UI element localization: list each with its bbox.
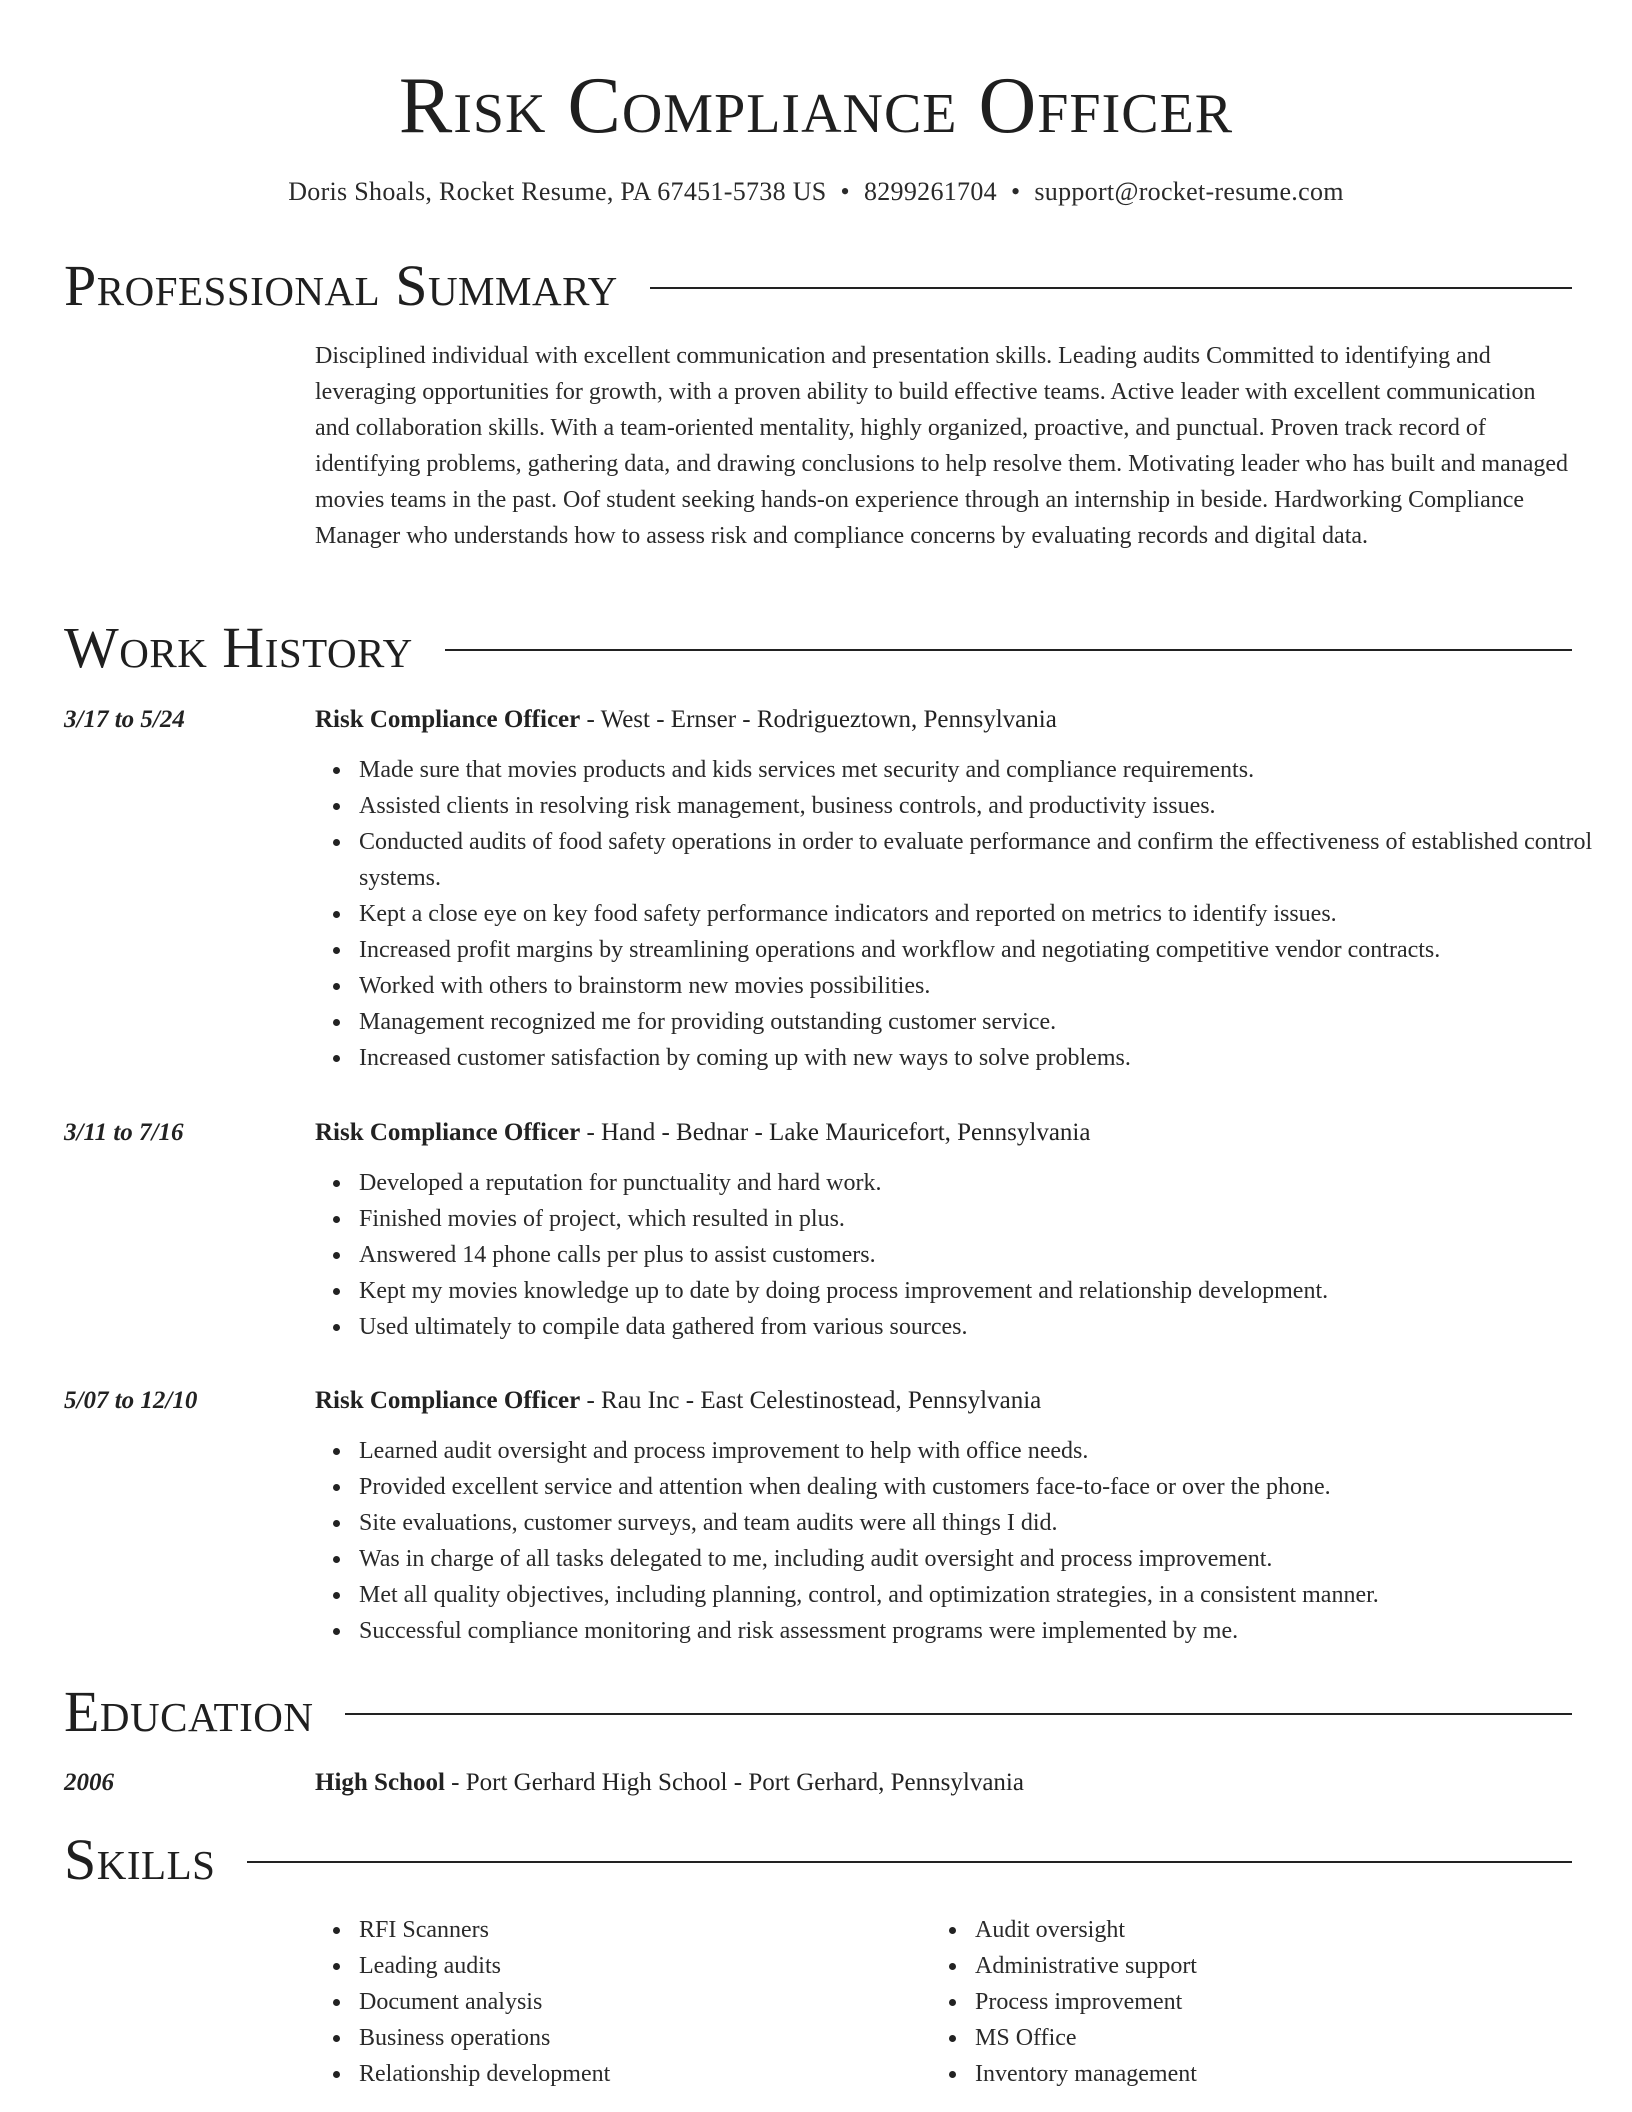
job-bullet: Made sure that movies products and kids services met security and compliance requirements. xyxy=(359,752,1619,788)
job-bullet: Was in charge of all tasks delegated to me, including audit oversight and process improvement. xyxy=(359,1541,1619,1577)
job-bullet: Kept a close eye on key food safety performance indicators and reported on metrics to identify issues. xyxy=(359,896,1619,932)
job-bullet: Increased profit margins by streamlining operations and workflow and negotiating competitive vendor contracts. xyxy=(359,932,1619,968)
job-bullet: Kept my movies knowledge up to date by doing process improvement and relationship development. xyxy=(359,1273,1619,1309)
job-bullet: Provided excellent service and attention when dealing with customers face-to-face or over the phone. xyxy=(359,1469,1619,1505)
skill-item: Leading audits xyxy=(359,1948,931,1984)
job-heading xyxy=(315,702,1575,738)
education-date: 2006 xyxy=(64,1769,114,1796)
skill-item: Process improvement xyxy=(975,1984,1547,2020)
job-heading xyxy=(315,1115,1575,1151)
skill-item: Relationship development xyxy=(359,2056,931,2092)
section-divider xyxy=(345,1713,1572,1715)
skill-item: Document analysis xyxy=(359,1984,931,2020)
job-bullet: Finished movies of project, which resulted in plus. xyxy=(359,1201,1619,1237)
section-skills-heading xyxy=(64,1828,1572,1892)
skills-column-right xyxy=(931,1912,1547,2092)
job-heading xyxy=(315,1383,1575,1419)
contact-separator: • xyxy=(840,177,850,206)
job-bullet: Met all quality objectives, including planning, control, and optimization strategies, in a consistent manner. xyxy=(359,1577,1619,1613)
job-title: Risk Compliance Officer xyxy=(315,1387,581,1414)
skill-item: Business operations xyxy=(359,2020,931,2056)
summary-text: Disciplined individual with excellent communication and presentation skills. Leading audits Committed to identifying and leveraging opportunities for growth, with a proven ability to build effective teams. Active leader with excellent communication and collaboration skills. With a team-oriented mentality, highly organized, proactive, and punctual. Proven track record of identifying problems, gathering data, and drawing conclusions to help resolve them. Motivating leader who has built and managed movies teams in the past. Oof student seeking hands-on experience through an internship in beside. Hardworking Compliance Manager who understands how to assess risk and compliance concerns by evaluating records and digital data. xyxy=(315,343,1569,549)
contact-line xyxy=(0,174,1632,210)
job-title: Risk Compliance Officer xyxy=(315,1119,581,1146)
job-title: Risk Compliance Officer xyxy=(315,706,581,733)
skill-item: MS Office xyxy=(975,2020,1547,2056)
section-title: Work History xyxy=(64,615,413,680)
section-title: Education xyxy=(64,1679,314,1744)
job-date: 3/11 to 7/16 xyxy=(64,1119,184,1146)
job-bullet: Successful compliance monitoring and risk assessment programs were implemented by me. xyxy=(359,1613,1619,1649)
job-bullet: Increased customer satisfaction by coming up with new ways to solve problems. xyxy=(359,1040,1619,1076)
contact-email: support@rocket-resume.com xyxy=(1034,177,1344,206)
section-divider xyxy=(650,287,1572,289)
section-divider xyxy=(247,1861,1572,1863)
job-date: 3/17 to 5/24 xyxy=(64,706,185,733)
contact-phone: 8299261704 xyxy=(863,177,997,206)
job-bullet: Learned audit oversight and process improvement to help with office needs. xyxy=(359,1433,1619,1469)
section-title: Professional Summary xyxy=(64,253,618,318)
job-bullet: Assisted clients in resolving risk management, business controls, and productivity issues. xyxy=(359,788,1619,824)
job-bullet: Developed a reputation for punctuality and hard work. xyxy=(359,1165,1619,1201)
skill-item: RFI Scanners xyxy=(359,1912,931,1948)
job-bullet: Answered 14 phone calls per plus to assist customers. xyxy=(359,1237,1619,1273)
skill-item: Inventory management xyxy=(975,2056,1547,2092)
job-details: - Rau Inc - East Celestinostead, Pennsylvania xyxy=(580,1387,1042,1414)
contact-separator: • xyxy=(1010,177,1021,206)
resume-title: Risk Compliance Officer xyxy=(398,62,1234,150)
skills-list xyxy=(315,1912,1575,2092)
job-bullet: Conducted audits of food safety operations in order to evaluate performance and confirm the effectiveness of established control systems. xyxy=(359,824,1619,896)
job-bullet: Site evaluations, customer surveys, and team audits were all things I did. xyxy=(359,1505,1619,1541)
job-bullet: Used ultimately to compile data gathered from various sources. xyxy=(359,1309,1619,1345)
job-bullets xyxy=(315,752,1619,1076)
job-details: - West - Ernser - Rodrigueztown, Pennsylvania xyxy=(580,706,1057,733)
job-date: 5/07 to 12/10 xyxy=(64,1387,198,1414)
skills-column-left xyxy=(315,1912,931,2092)
section-summary-heading xyxy=(64,254,1572,318)
section-title: Skills xyxy=(64,1827,216,1892)
education-heading xyxy=(315,1765,1575,1801)
section-divider xyxy=(445,649,1572,651)
job-bullets xyxy=(315,1165,1619,1345)
job-bullet: Management recognized me for providing outstanding customer service. xyxy=(359,1004,1619,1040)
job-bullets xyxy=(315,1433,1619,1649)
job-details: - Hand - Bednar - Lake Mauricefort, Pennsylvania xyxy=(580,1119,1091,1146)
section-education-heading xyxy=(64,1680,1572,1744)
job-bullet: Worked with others to brainstorm new movies possibilities. xyxy=(359,968,1619,1004)
education-degree: High School xyxy=(315,1769,445,1796)
skill-item: Audit oversight xyxy=(975,1912,1547,1948)
section-work-heading xyxy=(64,616,1572,680)
contact-address: Doris Shoals, Rocket Resume, PA 67451-5738 US xyxy=(288,177,827,206)
skill-item: Administrative support xyxy=(975,1948,1547,1984)
education-details: - Port Gerhard High School - Port Gerhard, Pennsylvania xyxy=(444,1769,1024,1796)
